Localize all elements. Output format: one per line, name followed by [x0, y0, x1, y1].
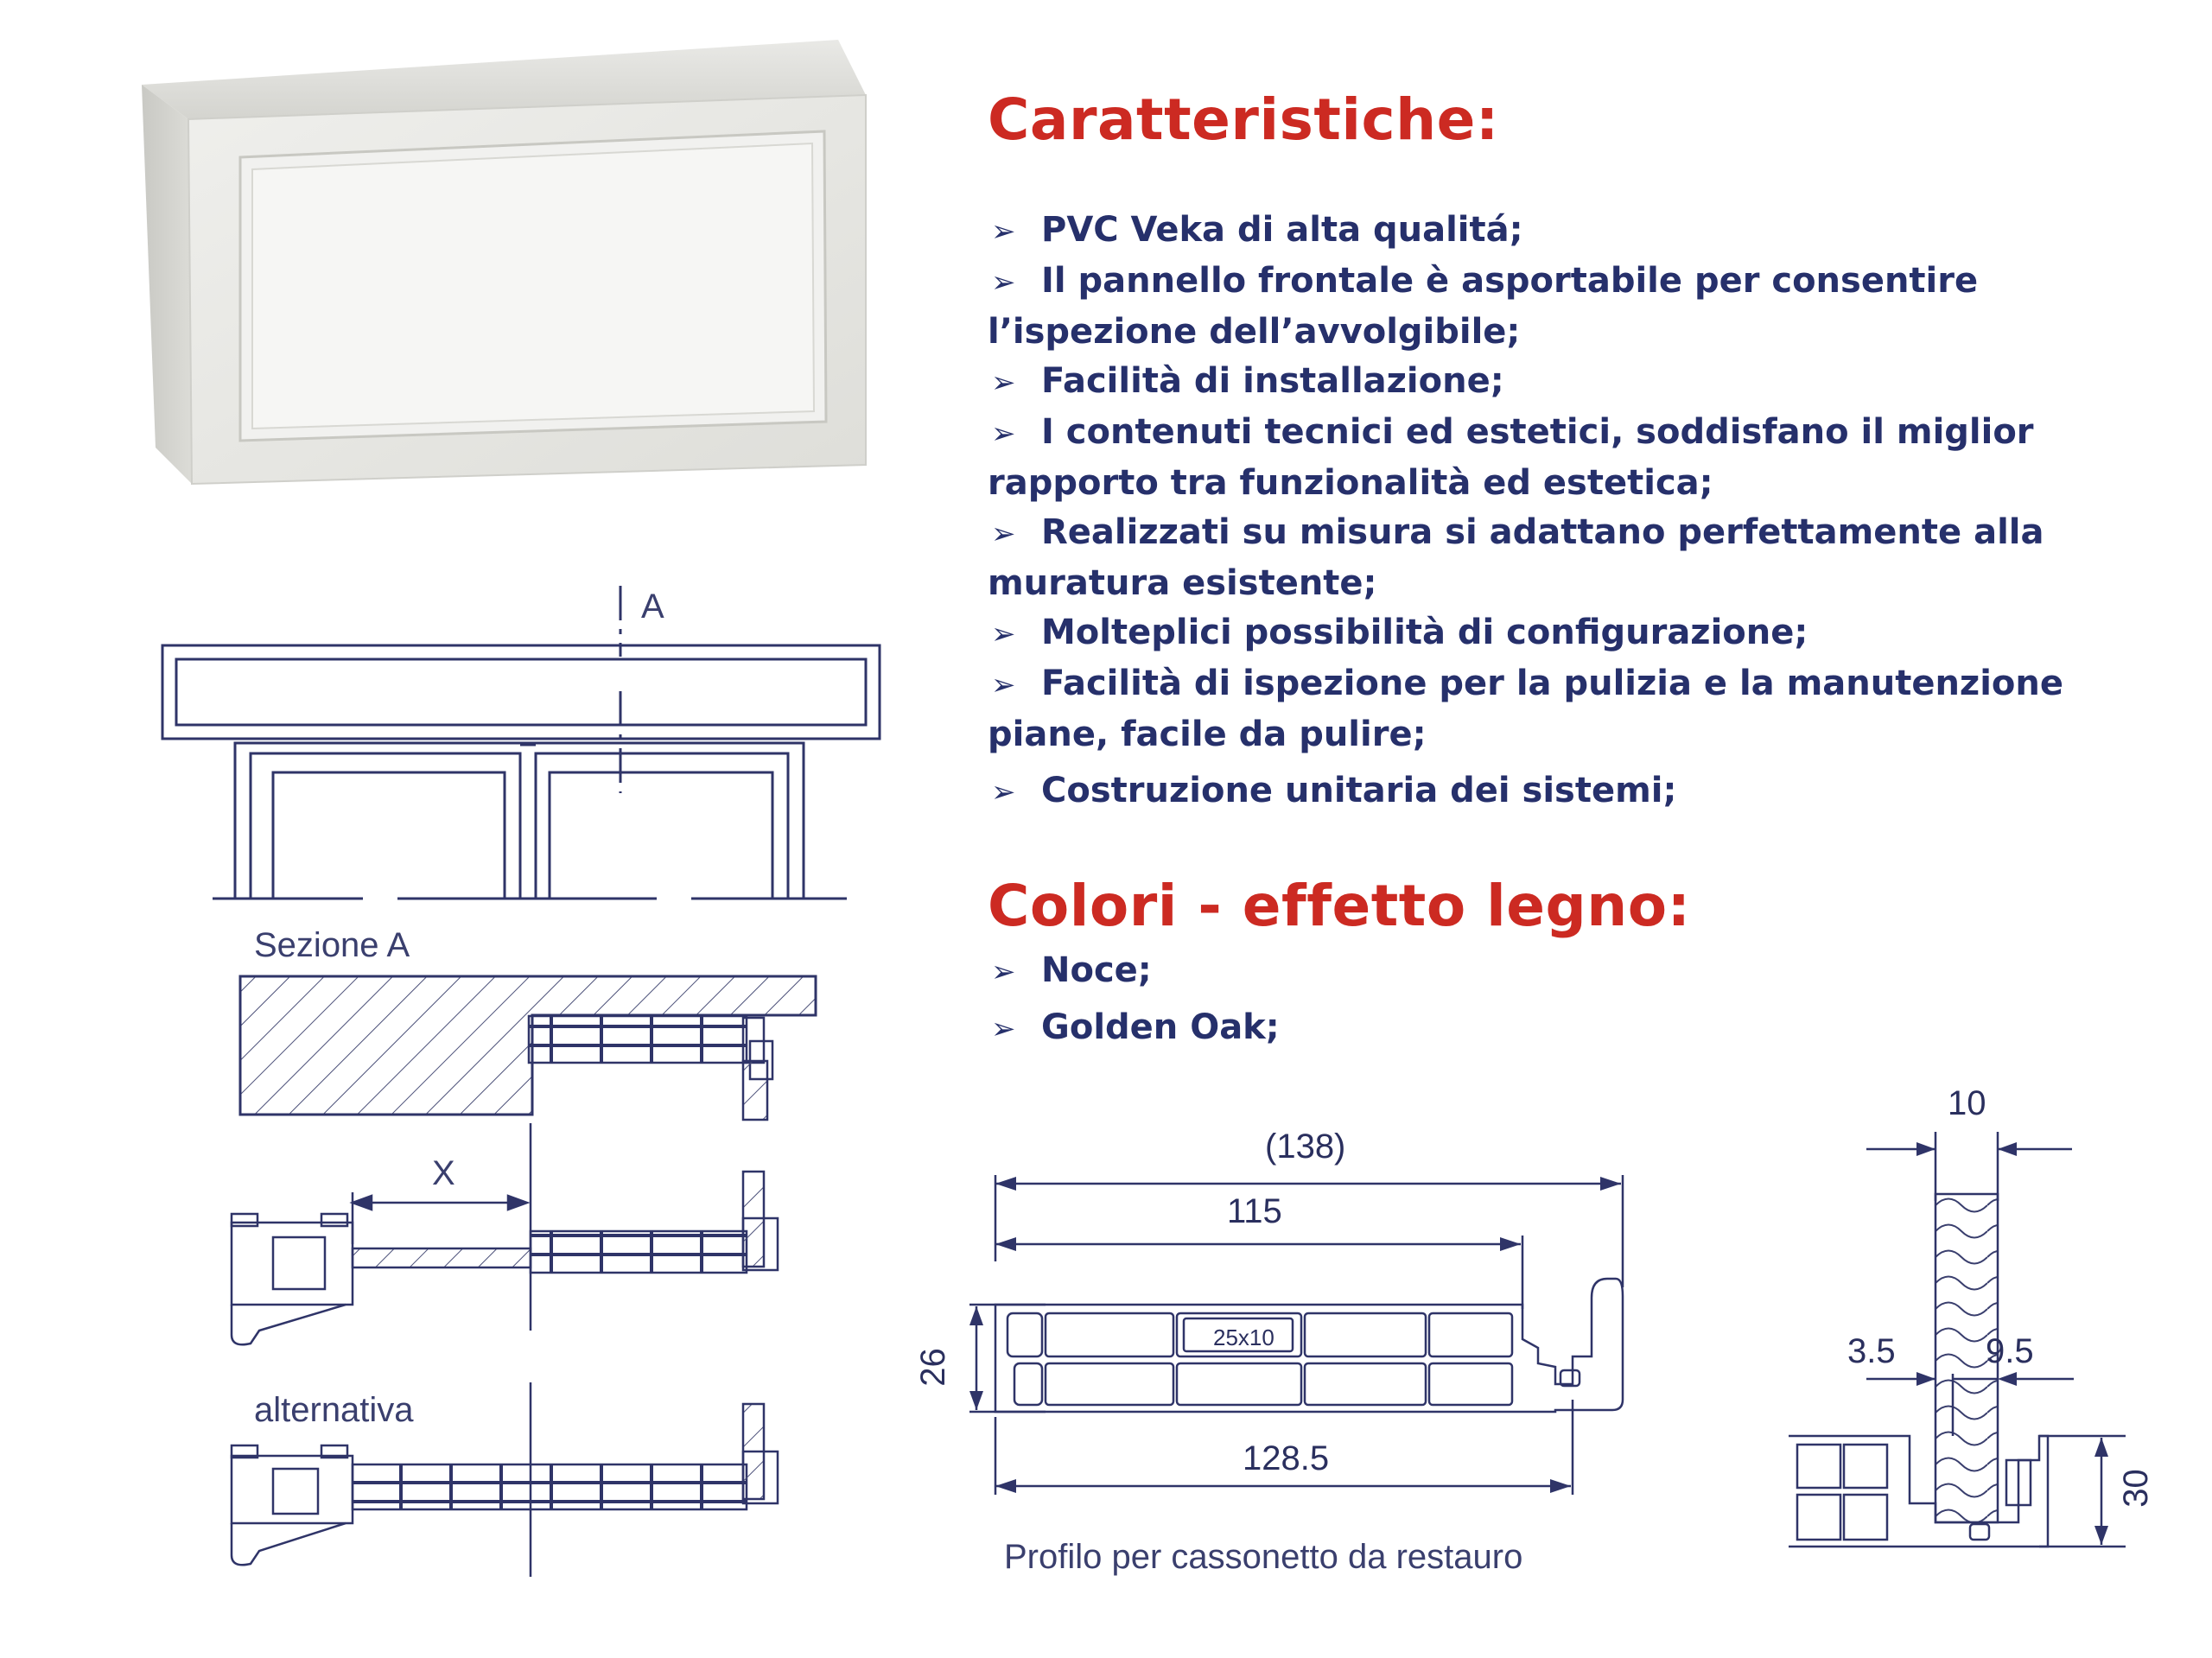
dimension-inner: 115 [1227, 1192, 1282, 1230]
alternative-label: alternativa [254, 1391, 414, 1429]
bullet-arrow-icon: ➢ [991, 1012, 1016, 1046]
list-item: ➢ Noce; [988, 943, 1280, 1000]
colors-heading: Colori - effetto legno: [988, 873, 1691, 939]
detail-dimension-side: 30 [2116, 1469, 2155, 1508]
dimension-overall: (138) [1265, 1128, 1346, 1166]
list-item: ➢ Il pannello frontale è asportabile per consentire l’ispezione dell’avvolgibile; [988, 257, 2180, 357]
detail-drawing [1780, 1115, 2143, 1581]
list-item: ➢ Facilità di installazione; [988, 357, 2180, 408]
features-list [988, 206, 2180, 817]
chamber-label: 25x10 [1213, 1324, 1274, 1350]
colors-list [988, 943, 1280, 1057]
bullet-arrow-icon: ➢ [991, 955, 1016, 989]
bullet-arrow-icon: ➢ [991, 365, 1016, 400]
bullet-arrow-icon: ➢ [991, 214, 1016, 249]
bullet-arrow-icon: ➢ [991, 775, 1016, 810]
list-item: ➢ Facilità di ispezione per la pulizia e la manutenzione piane, facile da pulire; [988, 659, 2180, 759]
detail-dimension-left: 3.5 [1847, 1332, 1896, 1370]
front-view-drawing [0, 0, 950, 1658]
dimension-base: 128.5 [1243, 1439, 1330, 1477]
dimension-height: 26 [913, 1348, 952, 1387]
detail-dimension-top: 10 [1948, 1084, 1986, 1122]
gap-label: X [432, 1154, 455, 1192]
list-item: ➢ Golden Oak; [988, 1000, 1280, 1057]
section-marker: A [641, 588, 664, 626]
bullet-arrow-icon: ➢ [991, 265, 1016, 300]
features-heading: Caratteristiche: [988, 86, 1499, 153]
list-item: ➢ Realizzati su misura si adattano perfettamente alla muratura esistente; [988, 508, 2180, 608]
list-item: ➢ Costruzione unitaria dei sistemi; [988, 766, 2180, 817]
bullet-arrow-icon: ➢ [991, 517, 1016, 551]
list-item: ➢ Molteplici possibilità di configurazione; [988, 608, 2180, 659]
profile-drawing [950, 1140, 1659, 1555]
list-item: ➢ PVC Veka di alta qualitá; [988, 206, 2180, 257]
bullet-arrow-icon: ➢ [991, 617, 1016, 651]
list-item: ➢ I contenuti tecnici ed estetici, soddisfano il miglior rapporto tra funzionalità ed estetica; [988, 408, 2180, 508]
profile-caption: Profilo per cassonetto da restauro [1004, 1538, 1523, 1576]
section-title: Sezione A [254, 926, 410, 964]
detail-dimension-right: 9.5 [1986, 1332, 2034, 1370]
bullet-arrow-icon: ➢ [991, 416, 1016, 451]
bullet-arrow-icon: ➢ [991, 668, 1016, 702]
